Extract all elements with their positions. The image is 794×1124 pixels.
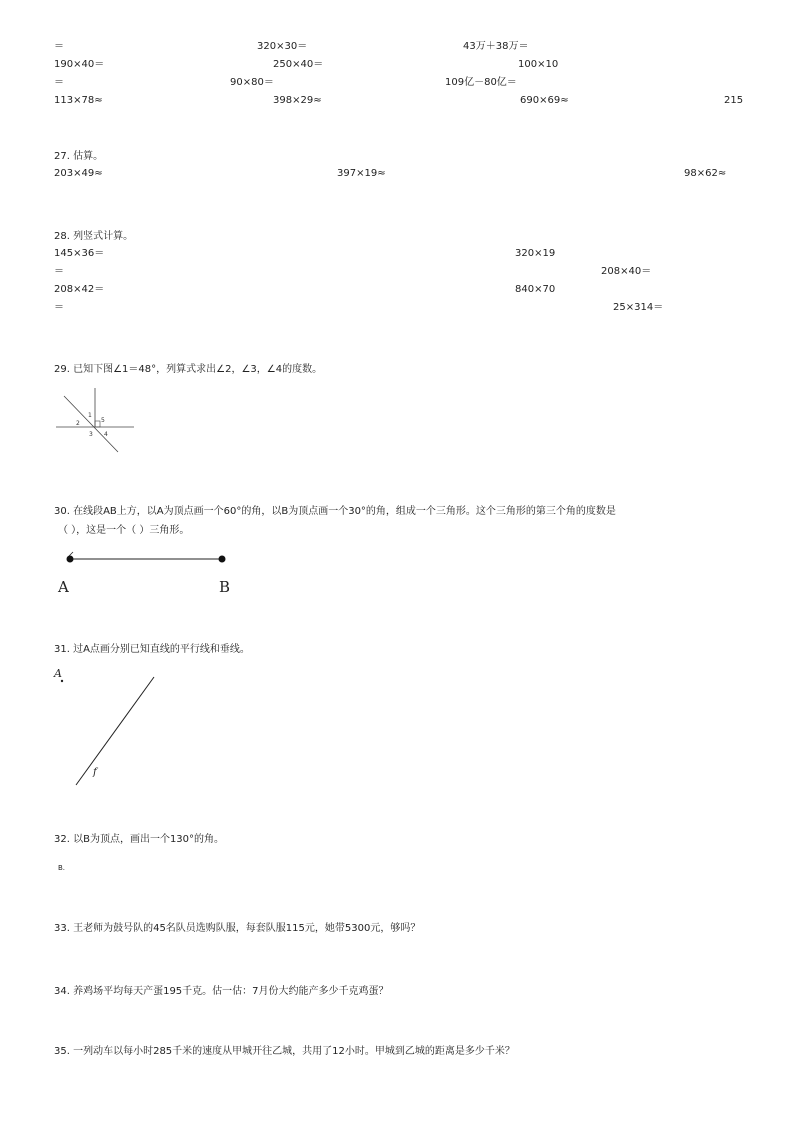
question-34-text: 34. 养鸡场平均每天产蛋195千克。估一估：7月份大约能产多少千克鸡蛋？ [54,986,389,997]
given-line-figure [54,672,164,792]
calc-item: 690×69≈ [520,95,569,106]
question-30-blanks: （ ），这是一个（ ）三角形。 [58,525,190,536]
point-b-label: B. [58,864,66,872]
vertical-calc-item: 208×42＝ [54,284,105,295]
question-28-title: 28. 列竖式计算。 [54,231,134,242]
calc-item: 90×80＝ [230,77,274,88]
angle-label-1: 1 [88,412,92,419]
estimate-item: 203×49≈ [54,168,103,179]
question-33-text: 33. 王老师为鼓号队的45名队员选购队服，每套队服115元，她带5300元，够吗？ [54,923,421,934]
angle-label-4: 4 [104,431,108,438]
calc-item: 250×40＝ [273,59,324,70]
calc-item: ＝ [54,41,64,52]
calc-item: 113×78≈ [54,95,103,106]
estimate-item: 397×19≈ [337,168,386,179]
point-a-label: A [54,667,62,680]
question-32-title: 32. 以B为顶点，画出一个130°的角。 [54,834,225,845]
vertical-calc-item: 320×19 [515,248,556,259]
line-f-label: f [93,767,97,778]
question-27-title: 27. 估算。 [54,151,104,162]
calc-item: 215 [724,95,744,106]
segment-ab [60,550,230,570]
calc-item: 43万＋38万＝ [463,41,529,52]
angle-label-3: 3 [89,431,93,438]
calc-item: 190×40＝ [54,59,105,70]
vertical-calc-item: ＝ [54,302,64,313]
question-35-text: 35. 一列动车以每小时285千米的速度从甲城开往乙城，共用了12小时。甲城到乙城的距离是多少千米？ [54,1046,515,1057]
angle-label-2: 2 [76,420,80,427]
question-29-title: 29. 已知下图∠1＝48°，列算式求出∠2，∠3，∠4的度数。 [54,364,323,375]
calc-item: 100×10 [518,59,559,70]
calc-item: 109亿－80亿＝ [445,77,517,88]
question-31-title: 31. 过A点画分别已知直线的平行线和垂线。 [54,644,250,655]
angle-label-5: 5 [101,417,105,424]
vertical-calc-item: 25×314＝ [613,302,664,313]
vertical-calc-item: 145×36＝ [54,248,105,259]
point-b-label: B [219,578,231,596]
point-a-label: A [58,578,69,596]
vertical-calc-item: 840×70 [515,284,556,295]
calc-item: 320×30＝ [257,41,308,52]
angle-figure [54,384,136,456]
vertical-calc-item: 208×40＝ [601,266,652,277]
calc-item: 398×29≈ [273,95,322,106]
calc-item: ＝ [54,77,64,88]
vertical-calc-item: ＝ [54,266,64,277]
estimate-item: 98×62≈ [684,168,727,179]
question-30-text: 30. 在线段AB上方，以A为顶点画一个60°的角，以B为顶点画一个30°的角，组成一个三角形。这个三角形的第三个角的度数是 [54,506,616,517]
